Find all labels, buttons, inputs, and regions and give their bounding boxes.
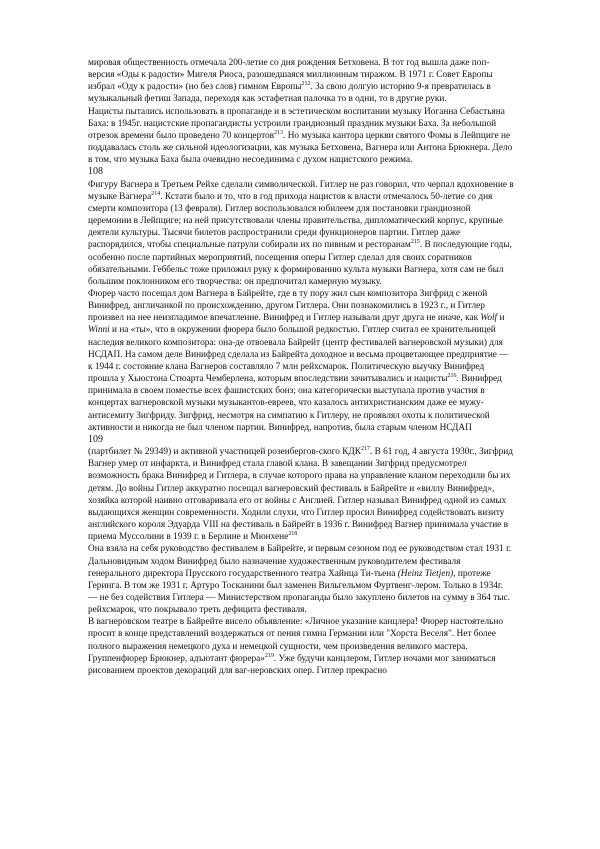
page-number: 108 xyxy=(88,166,103,178)
text-run: . Уже будучи канцлером, Гитлер ночами мог заниматься рисованием проектов декораций для ваг-неровских опер. Гитлер прекрасно xyxy=(88,653,496,676)
italic-text: Winni xyxy=(88,325,110,336)
text-run: мировая общественность отмечала 200-летие со дня рождения Бетховена. В тот год вышла даже поп-версия «Оды к радости» Мигеля Риоса, разошедшаяся миллионным тиражом. В 1971 г. Совет Европы избрал «Оду к радости» (но без слов) гимном Европы xyxy=(88,58,493,93)
paragraph xyxy=(88,446,514,543)
text-run: . В последующие годы, особенно после партийных мероприятий, посещения оперы Гитлер сделал для своих соратников обязательными. Геббельс тоже приложил руку к формированию культа музыки Вагнера, хотя сам не был большим поклонником его творчества: он предпочитал камерную музыку. xyxy=(88,240,512,287)
text-run: Нацисты пытались использовать в пропаганде и в эстетическом воспитании музыку Иоганна Себастьяна Баха: в 1945г. нацистские пропагандисты устроили грандиозный праздник музыки Баха. За небольшой отрезок времени было проведено 70 концертов xyxy=(88,106,505,141)
text-run: . Кстати было и то, что в год прихода нацистов к власти отмечалось 50-летие со дня смерти композитора (13 февраля). Гитлер воспользовался юбилеем для постановки грандиозной церемонии в Лейпциге; на ней присутствовали члены правительства, дипломатический корпус, крупные деятели культуры. Тысячи билетов распространили среди функционеров партии. Гитлер даже распорядился, чтобы специальные патрули собирали их по пивным и ресторанам xyxy=(88,191,503,251)
paragraph xyxy=(88,179,514,288)
footnote-ref: 215 xyxy=(410,239,420,246)
text-run: и на «ты», что в окружении фюрера было большой редкостью. Гитлер считал ее хранительницей наследия великого композитора: она-де отвоевала Байрейт (центр фестивалей вагнеровской музыки) для НСДАП. На самом деле Винифред сделала из Байрейта доходное и весьма процветающее предприятие — к 1944 г. состояние клана Вагнеров составляло 7 млн рейхсмарок. Политическую выучку Винифред прошла у Хьюстона Стюарта Чемберлена, которым впоследствии зачитывались и нацисты xyxy=(88,325,509,385)
footnote-ref: 219 xyxy=(264,652,274,659)
footnote-ref: 218 xyxy=(288,531,298,538)
text-run: . За свою долгую историю 9-я превратилась в музыкальный фетиш Запада, переходя как эстафетная палочка то в одни, то в другие руки. xyxy=(88,82,491,105)
text-run: Фюрер часто посещал дом Вагнера в Байрейте, где в ту пору жил сын композитора Зигфрид с женой Винифред, англичанкой по происхождению, другом Гитлера. Они познакомились в 1923 г., и Гитлер произвел на нее неизгладимое впечатление. Винифред и Гитлер называли друг друга не иначе, как xyxy=(88,289,488,324)
text-run: , протеже Геринга. В том же 1931 г. Артуро Тосканини был заменен Вильгельмом Фуртвенг-лером. Только в 1934г. — не без содействия Гитлера — Министерством пропаганды было закуплено билетов на сумму в 364 тыс. рейхсмарок, что покрывало треть дефицита фестиваля. xyxy=(88,568,510,616)
text-run: . Но музыка кантора церкви святого Фомы в Лейпциге не поддавалась столь же сильной идеологизации, как музыка Бетховена, Вагнера или Антона Брюкнера. Дело в том, что музыка Баха была очевидно несоединима с духом нацистского режима. xyxy=(88,130,513,166)
footnote-ref: 213 xyxy=(274,129,284,136)
paragraph xyxy=(88,616,514,677)
text-run: (партбилет № 29349) и активной участницей розенбергов-ского КДК xyxy=(88,447,361,458)
italic-text: Wolf xyxy=(480,313,498,324)
paragraph xyxy=(88,288,514,434)
footnote-ref: 214 xyxy=(151,190,161,197)
document-page xyxy=(88,57,514,677)
paragraph xyxy=(88,543,514,616)
text-run: и xyxy=(497,313,505,324)
paragraph xyxy=(88,57,514,106)
paragraph xyxy=(88,106,514,167)
page-number: 109 xyxy=(88,433,103,445)
footnote-ref: 216 xyxy=(447,373,457,380)
text-run: В вагнеровском театре в Байрейте висело объявление: «Личное указание канцлера! Фюрер настоятельно просит в конце представлений воздержаться от пения гимна Германии или "Хорста Веселя". Нет более полного выражения немецкого духа и немецкой сущности, чем произведения великого мастера. Группенфюрер Брюкнер, адъютант фюрера» xyxy=(88,617,503,664)
text-run: . Винифред принимала в своем поместье всех фашистских бонз; она категорически выступала против участия в концертах вагнеровской музыки музыкантов-евреев, что казалось антихристианским даже ее мужу-антисемиту Зигфриду. Зигфрид, несмотря на симпатию к Гитлеру, не проявлял охоты к политической активности и никогда не был членом партии. Винифред, напротив, была старым членом НСДАП xyxy=(88,374,502,433)
text-run: . В 61 год, 4 августа 1930г., Зигфрид Вагнер умер от инфаркта, и Винифред стала главой клана. В завещании Зигфрид предусмотрел возможность брака Винифред и Гитлера, в случае которого права на управление кланом переходили бы их детям. До войны Гитлер аккуратно посещал вагнеровский фестиваль в Байрейте и «виллу Винифред», хозяйка которой наивно отговаривала его от войны с Англией. Гитлер называл Винифред одной из самых выдающихся женщин современности. Ходили слухи, что Гитлер просил Винифред содействовать визиту английского короля Эдуарда VIII на фестиваль в Байрейт в 1936 г. Винифред Вагнер принимала участие в приема Муссолини в 1939 г. в Берлине и Мюнхене xyxy=(88,447,513,543)
italic-text: (Heinz Tietjen) xyxy=(397,568,454,579)
text-run: Она взяла на себя руководство фестивалем в Байрейте, и первым сезоном под ее руководством стал 1931 г. Дальновидным ходом Винифред было назначение художественным руководителем фестиваля генерального директора Прусского государственного театра Хайнца Ти-тьена xyxy=(88,544,512,579)
footnote-ref: 217 xyxy=(360,446,370,452)
text-run: Фигуру Вагнера в Третьем Рейхе сделали символической. Гитлер не раз говорил, что черпал вдохновение в музыке Вагнера xyxy=(88,179,514,202)
footnote-ref: 212 xyxy=(301,81,311,88)
